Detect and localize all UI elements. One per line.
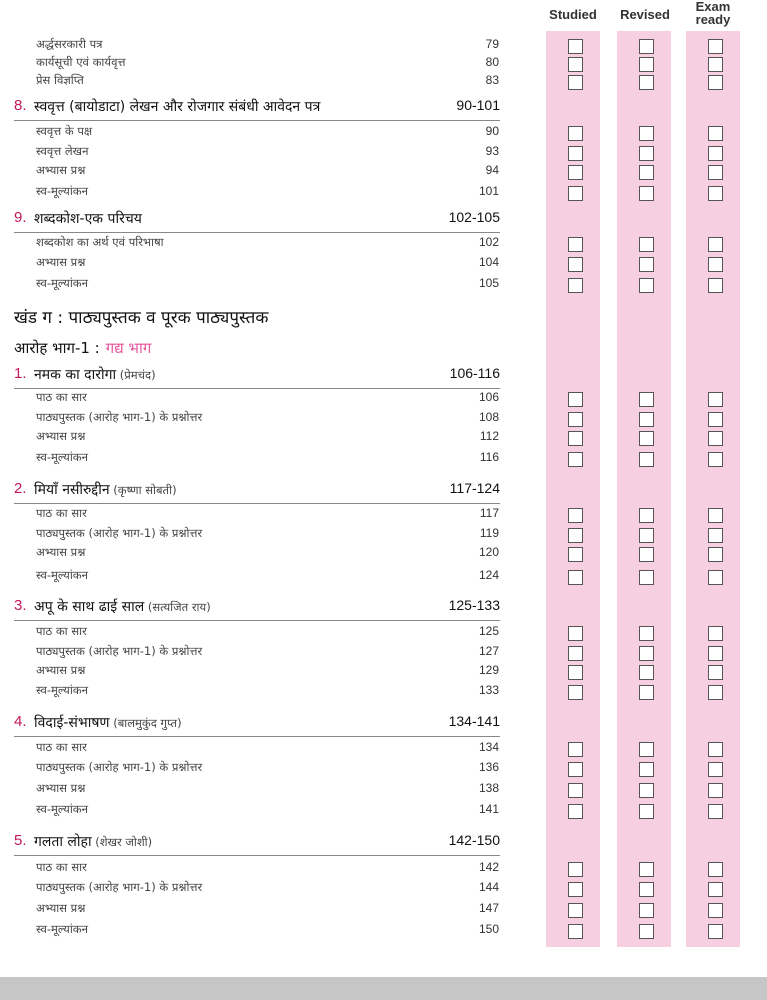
item-title: पाठ्यपुस्तक (आरोह भाग-1) के प्रश्नोत्तर	[36, 880, 203, 894]
chapter-title	[34, 832, 152, 851]
chapter-author: (कृष्णा सोबती)	[109, 483, 177, 497]
item-page: 93	[485, 144, 499, 158]
toc-item	[36, 922, 499, 940]
item-title: अभ्यास प्रश्न	[36, 545, 86, 559]
chapter-divider	[14, 388, 500, 389]
studied-checkbox[interactable]	[568, 508, 583, 523]
item-title: स्ववृत्त लेखन	[36, 144, 89, 158]
chapter-heading	[14, 365, 500, 385]
item-page: 83	[485, 73, 499, 87]
toc-item	[36, 235, 499, 253]
exam-ready-checkbox[interactable]	[708, 862, 723, 877]
studied-checkbox[interactable]	[568, 257, 583, 272]
revised-checkbox[interactable]	[639, 804, 654, 819]
studied-checkbox[interactable]	[568, 626, 583, 641]
revised-checkbox[interactable]	[639, 665, 654, 680]
revised-checkbox[interactable]	[639, 685, 654, 700]
toc-item	[36, 276, 499, 294]
item-page: 134	[478, 740, 499, 754]
exam-ready-checkbox[interactable]	[708, 742, 723, 757]
toc-item	[36, 255, 499, 273]
studied-checkbox[interactable]	[568, 924, 583, 939]
item-page: 124	[478, 568, 499, 582]
exam-ready-checkbox[interactable]	[708, 431, 723, 446]
chapter-author: (शेखर जोशी)	[91, 835, 153, 849]
item-page: 90	[485, 124, 499, 138]
item-page: 108	[478, 410, 499, 424]
item-title: पाठ्यपुस्तक (आरोह भाग-1) के प्रश्नोत्तर	[36, 644, 203, 658]
item-title: अभ्यास प्रश्न	[36, 901, 86, 915]
chapter-heading	[14, 480, 500, 500]
exam-ready-checkbox[interactable]	[708, 570, 723, 585]
item-title: पाठ का सार	[36, 860, 87, 874]
item-title: अर्द्धसरकारी पत्र	[36, 37, 103, 51]
item-title: पाठ का सार	[36, 506, 87, 520]
toc-item	[36, 37, 499, 55]
item-title: स्व-मूल्यांकन	[36, 276, 89, 290]
studied-checkbox[interactable]	[568, 665, 583, 680]
revised-checkbox[interactable]	[639, 924, 654, 939]
chapter-divider	[14, 855, 500, 856]
revised-checkbox[interactable]	[639, 75, 654, 90]
chapter-heading	[14, 597, 500, 617]
chapter-pages: 117-124	[449, 480, 500, 496]
header-revised: Revised	[620, 7, 670, 22]
studied-checkbox[interactable]	[568, 903, 583, 918]
revised-checkbox[interactable]	[639, 452, 654, 467]
item-title: स्व-मूल्यांकन	[36, 450, 89, 464]
studied-checkbox[interactable]	[568, 237, 583, 252]
revised-checkbox[interactable]	[639, 39, 654, 54]
exam-ready-checkbox[interactable]	[708, 126, 723, 141]
studied-checkbox[interactable]	[568, 126, 583, 141]
item-title: स्ववृत्त के पक्ष	[36, 124, 93, 138]
revised-checkbox[interactable]	[639, 882, 654, 897]
exam-ready-checkbox[interactable]	[708, 57, 723, 72]
revised-checkbox[interactable]	[639, 186, 654, 201]
item-page: 141	[478, 802, 499, 816]
studied-checkbox[interactable]	[568, 547, 583, 562]
section-title: खंड ग : पाठ्यपुस्तक व पूरक पाठ्यपुस्तक	[14, 308, 269, 328]
studied-checkbox[interactable]	[568, 882, 583, 897]
revised-checkbox[interactable]	[639, 742, 654, 757]
exam-ready-checkbox[interactable]	[708, 547, 723, 562]
chapter-number: 3.	[14, 597, 27, 614]
exam-ready-checkbox[interactable]	[708, 412, 723, 427]
chapter-number: 1.	[14, 365, 27, 382]
chapter-heading	[14, 97, 500, 117]
chapter-title-text: शब्दकोश-एक परिचय	[34, 211, 142, 227]
revised-checkbox[interactable]	[639, 392, 654, 407]
revised-checkbox[interactable]	[639, 626, 654, 641]
revised-checkbox[interactable]	[639, 762, 654, 777]
toc-item	[36, 506, 499, 524]
exam-ready-checkbox[interactable]	[708, 783, 723, 798]
exam-ready-checkbox[interactable]	[708, 804, 723, 819]
item-page: 101	[478, 184, 499, 198]
toc-item	[36, 124, 499, 142]
chapter-heading	[14, 209, 500, 229]
revised-checkbox[interactable]	[639, 278, 654, 293]
item-page: 119	[479, 526, 499, 540]
item-page: 142	[478, 860, 499, 874]
item-page: 150	[478, 922, 499, 936]
item-title: अभ्यास प्रश्न	[36, 429, 86, 443]
chapter-title-text: विदाई-संभाषण	[34, 715, 110, 731]
toc-item	[36, 663, 499, 681]
item-page: 112	[479, 429, 499, 443]
chapter-title	[34, 713, 182, 732]
item-page: 147	[478, 901, 499, 915]
revised-checkbox[interactable]	[639, 862, 654, 877]
toc-item	[36, 450, 499, 468]
toc-item	[36, 184, 499, 202]
studied-checkbox[interactable]	[568, 804, 583, 819]
studied-checkbox[interactable]	[568, 862, 583, 877]
studied-checkbox[interactable]	[568, 431, 583, 446]
exam-ready-checkbox[interactable]	[708, 508, 723, 523]
item-title: शब्दकोश का अर्थ एवं परिभाषा	[36, 235, 164, 249]
item-page: 79	[485, 37, 499, 51]
studied-checkbox[interactable]	[568, 646, 583, 661]
chapter-number: 2.	[14, 480, 27, 497]
revised-checkbox[interactable]	[639, 431, 654, 446]
item-title: अभ्यास प्रश्न	[36, 163, 86, 177]
item-page: 138	[478, 781, 499, 795]
gadya-label: गद्य भाग	[105, 339, 152, 357]
chapter-title-text: गलता लोहा	[34, 834, 92, 850]
chapter-divider	[14, 232, 500, 233]
chapter-pages: 142-150	[448, 832, 500, 848]
studied-checkbox[interactable]	[568, 186, 583, 201]
item-title: पाठ्यपुस्तक (आरोह भाग-1) के प्रश्नोत्तर	[36, 760, 203, 774]
revised-checkbox[interactable]	[639, 783, 654, 798]
toc-item	[36, 526, 499, 544]
revised-checkbox[interactable]	[639, 126, 654, 141]
chapter-author: (प्रेमचंद)	[116, 368, 156, 382]
toc-item	[36, 683, 499, 701]
exam-ready-checkbox[interactable]	[708, 186, 723, 201]
item-title: स्व-मूल्यांकन	[36, 802, 89, 816]
revised-checkbox[interactable]	[639, 903, 654, 918]
revised-checkbox[interactable]	[639, 165, 654, 180]
toc-item	[36, 901, 499, 919]
exam-ready-checkbox[interactable]	[708, 146, 723, 161]
chapter-title	[34, 597, 211, 616]
chapter-number: 9.	[14, 209, 27, 226]
toc-item	[36, 624, 499, 642]
aroh-heading	[14, 338, 151, 358]
exam-ready-checkbox[interactable]	[708, 924, 723, 939]
chapter-divider	[14, 736, 500, 737]
studied-checkbox[interactable]	[568, 392, 583, 407]
revised-checkbox[interactable]	[639, 257, 654, 272]
chapter-author: (बालमुकुंद गुप्त)	[109, 716, 182, 730]
item-title: स्व-मूल्यांकन	[36, 922, 89, 936]
chapter-pages: 134-141	[448, 713, 500, 729]
revised-checkbox[interactable]	[639, 570, 654, 585]
header-studied: Studied	[549, 7, 597, 22]
studied-checkbox[interactable]	[568, 278, 583, 293]
item-page: 102	[478, 235, 499, 249]
exam-ready-checkbox[interactable]	[708, 39, 723, 54]
exam-ready-checkbox[interactable]	[708, 237, 723, 252]
item-page: 136	[478, 760, 499, 774]
exam-ready-checkbox[interactable]	[708, 165, 723, 180]
revised-checkbox[interactable]	[639, 57, 654, 72]
exam-ready-checkbox[interactable]	[708, 685, 723, 700]
item-page: 116	[479, 450, 499, 464]
revised-checkbox[interactable]	[639, 646, 654, 661]
chapter-title-text: मियाँ नसीरुद्दीन	[34, 482, 110, 498]
item-page: 127	[478, 644, 499, 658]
toc-item	[36, 644, 499, 662]
item-title: स्व-मूल्यांकन	[36, 568, 89, 582]
revised-checkbox[interactable]	[639, 412, 654, 427]
studied-checkbox[interactable]	[568, 75, 583, 90]
item-title: पाठ का सार	[36, 740, 87, 754]
chapter-title	[34, 480, 177, 499]
item-title: पाठ का सार	[36, 390, 87, 404]
item-title: अभ्यास प्रश्न	[36, 781, 86, 795]
aroh-label: आरोह भाग-1 :	[14, 339, 100, 357]
chapter-pages: 90-101	[456, 97, 500, 113]
revised-checkbox[interactable]	[639, 528, 654, 543]
studied-checkbox[interactable]	[568, 146, 583, 161]
exam-ready-checkbox[interactable]	[708, 646, 723, 661]
exam-ready-checkbox[interactable]	[708, 392, 723, 407]
studied-checkbox[interactable]	[568, 412, 583, 427]
chapter-divider	[14, 620, 500, 621]
studied-checkbox[interactable]	[568, 165, 583, 180]
item-title: अभ्यास प्रश्न	[36, 663, 86, 677]
studied-checkbox[interactable]	[568, 39, 583, 54]
chapter-number: 5.	[14, 832, 27, 849]
item-page: 104	[478, 255, 499, 269]
exam-ready-checkbox[interactable]	[708, 626, 723, 641]
toc-item	[36, 55, 499, 73]
exam-ready-checkbox[interactable]	[708, 882, 723, 897]
studied-checkbox[interactable]	[568, 783, 583, 798]
chapter-pages: 106-116	[449, 365, 500, 381]
exam-ready-checkbox[interactable]	[708, 528, 723, 543]
item-page: 117	[479, 506, 499, 520]
exam-ready-checkbox[interactable]	[708, 903, 723, 918]
toc-item	[36, 410, 499, 428]
exam-ready-checkbox[interactable]	[708, 278, 723, 293]
item-title: स्व-मूल्यांकन	[36, 184, 89, 198]
item-title: पाठ का सार	[36, 624, 87, 638]
chapter-title	[34, 97, 320, 116]
toc-item	[36, 568, 499, 586]
item-page: 133	[478, 683, 499, 697]
item-title: पाठ्यपुस्तक (आरोह भाग-1) के प्रश्नोत्तर	[36, 410, 203, 424]
toc-item	[36, 740, 499, 758]
chapter-title	[34, 209, 142, 228]
toc-item	[36, 781, 499, 799]
exam-ready-checkbox[interactable]	[708, 762, 723, 777]
toc-item	[36, 429, 499, 447]
revised-checkbox[interactable]	[639, 237, 654, 252]
revised-checkbox[interactable]	[639, 146, 654, 161]
revised-checkbox[interactable]	[639, 508, 654, 523]
toc-item	[36, 73, 499, 91]
toc-item	[36, 802, 499, 820]
item-page: 105	[478, 276, 499, 290]
studied-checkbox[interactable]	[568, 452, 583, 467]
revised-checkbox[interactable]	[639, 547, 654, 562]
exam-ready-checkbox[interactable]	[708, 665, 723, 680]
exam-ready-checkbox[interactable]	[708, 452, 723, 467]
chapter-title-text: नमक का दारोगा	[34, 367, 117, 383]
studied-checkbox[interactable]	[568, 528, 583, 543]
chapter-heading	[14, 713, 500, 733]
studied-checkbox[interactable]	[568, 742, 583, 757]
toc-item	[36, 163, 499, 181]
header-exam-ready: Exam ready	[695, 0, 731, 27]
toc-item	[36, 880, 499, 898]
exam-ready-checkbox[interactable]	[708, 257, 723, 272]
item-title: पाठ्यपुस्तक (आरोह भाग-1) के प्रश्नोत्तर	[36, 526, 203, 540]
chapter-title-text: स्ववृत्त (बायोडाटा) लेखन और रोजगार संबंधी आवेदन पत्र	[34, 99, 321, 115]
item-page: 129	[478, 663, 499, 677]
item-page: 94	[485, 163, 499, 177]
chapter-divider	[14, 120, 500, 121]
item-page: 144	[478, 880, 499, 894]
chapter-title-text: अपू के साथ ढाई साल	[34, 599, 145, 615]
item-title: प्रेस विज्ञप्ति	[36, 73, 84, 87]
toc-item	[36, 390, 499, 408]
item-title: स्व-मूल्यांकन	[36, 683, 89, 697]
chapter-author: (सत्यजित राय)	[144, 600, 211, 614]
chapter-number: 4.	[14, 713, 27, 730]
item-page: 106	[478, 390, 499, 404]
studied-checkbox[interactable]	[568, 762, 583, 777]
toc-item	[36, 545, 499, 563]
studied-checkbox[interactable]	[568, 57, 583, 72]
chapter-title	[34, 365, 156, 384]
toc-item	[36, 144, 499, 162]
item-page: 120	[478, 545, 499, 559]
chapter-divider	[14, 503, 500, 504]
item-title: अभ्यास प्रश्न	[36, 255, 86, 269]
item-page: 80	[485, 55, 499, 69]
item-title: कार्यसूची एवं कार्यवृत्त	[36, 55, 126, 69]
chapter-pages: 125-133	[448, 597, 500, 613]
studied-checkbox[interactable]	[568, 570, 583, 585]
chapter-pages: 102-105	[448, 209, 500, 225]
chapter-number: 8.	[14, 97, 27, 114]
studied-checkbox[interactable]	[568, 685, 583, 700]
toc-item	[36, 760, 499, 778]
item-page: 125	[478, 624, 499, 638]
toc-item	[36, 860, 499, 878]
footer-bar	[0, 977, 767, 1000]
chapter-heading	[14, 832, 500, 852]
exam-ready-checkbox[interactable]	[708, 75, 723, 90]
